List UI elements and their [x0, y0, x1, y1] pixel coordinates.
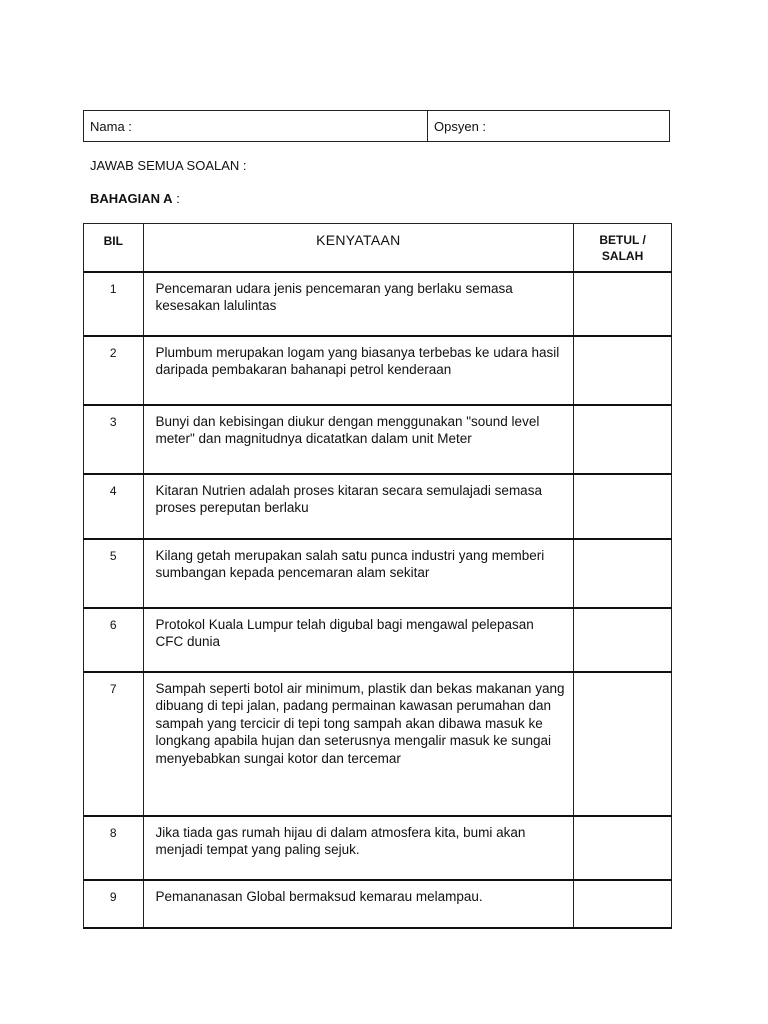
- answer-cell[interactable]: [574, 474, 672, 539]
- row-statement: Jika tiada gas rumah hijau di dalam atmosfera kita, bumi akan menjadi tempat yang paling sejuk.: [143, 816, 574, 880]
- table-header-row: [84, 224, 672, 272]
- row-number: 9: [84, 880, 144, 928]
- answer-cell[interactable]: [574, 608, 672, 672]
- header-statement: KENYATAAN: [143, 224, 574, 272]
- row-statement: Pemananasan Global bermaksud kemarau melampau.: [143, 880, 574, 928]
- name-label: Nama :: [90, 118, 132, 134]
- header-answer-line2: SALAH: [601, 249, 644, 263]
- table-row: [84, 272, 672, 336]
- answer-cell[interactable]: [574, 405, 672, 474]
- table-row: [84, 405, 672, 474]
- row-number: 1: [84, 272, 144, 336]
- name-field[interactable]: [84, 111, 428, 142]
- option-label: Opsyen :: [434, 118, 487, 134]
- section-heading: [90, 191, 180, 206]
- question-table: [83, 223, 672, 929]
- row-number: 4: [84, 474, 144, 539]
- table-row: [84, 816, 672, 880]
- student-info-table: [83, 110, 670, 142]
- section-suffix: :: [172, 191, 180, 206]
- section-title: BAHAGIAN A: [90, 191, 173, 206]
- row-number: 6: [84, 608, 144, 672]
- option-field[interactable]: [428, 111, 670, 142]
- answer-cell[interactable]: [574, 880, 672, 928]
- answer-cell[interactable]: [574, 272, 672, 336]
- row-number: 5: [84, 539, 144, 608]
- row-statement: Pencemaran udara jenis pencemaran yang berlaku semasa kesesakan lalulintas: [143, 272, 574, 336]
- row-number: 7: [84, 672, 144, 816]
- answer-cell[interactable]: [574, 336, 672, 405]
- table-row: [84, 608, 672, 672]
- answer-cell[interactable]: [574, 816, 672, 880]
- row-number: 2: [84, 336, 144, 405]
- row-number: 8: [84, 816, 144, 880]
- row-statement: Kilang getah merupakan salah satu punca industri yang memberi sumbangan kepada pencemaran alam sekitar: [143, 539, 574, 608]
- header-bil: BIL: [84, 224, 144, 272]
- table-row: [84, 880, 672, 928]
- row-number: 3: [84, 405, 144, 474]
- answer-cell[interactable]: [574, 539, 672, 608]
- row-statement: Plumbum merupakan logam yang biasanya terbebas ke udara hasil daripada pembakaran bahanapi petrol kenderaan: [143, 336, 574, 405]
- table-row: [84, 539, 672, 608]
- row-statement: Bunyi dan kebisingan diukur dengan menggunakan "sound level meter" dan magnitudnya dicatatkan dalam unit Meter: [143, 405, 574, 474]
- table-row: [84, 672, 672, 816]
- instruction-text: JAWAB SEMUA SOALAN :: [90, 158, 247, 173]
- table-row: [84, 336, 672, 405]
- table-row: [84, 474, 672, 539]
- header-answer-line1: BETUL /: [599, 233, 646, 247]
- header-answer: [574, 224, 672, 272]
- row-statement: Kitaran Nutrien adalah proses kitaran secara semulajadi semasa proses pereputan berlaku: [143, 474, 574, 539]
- row-statement: Protokol Kuala Lumpur telah digubal bagi mengawal pelepasan CFC dunia: [143, 608, 574, 672]
- answer-cell[interactable]: [574, 672, 672, 816]
- row-statement: Sampah seperti botol air minimum, plastik dan bekas makanan yang dibuang di tepi jalan, padang permainan kawasan perumahan dan sampah yang tercicir di tepi tong sampah akan dibawa masuk ke longkang apabila hujan dan seterusnya mengalir masuk ke sungai menyebabkan sungai kotor dan tercemar: [143, 672, 574, 816]
